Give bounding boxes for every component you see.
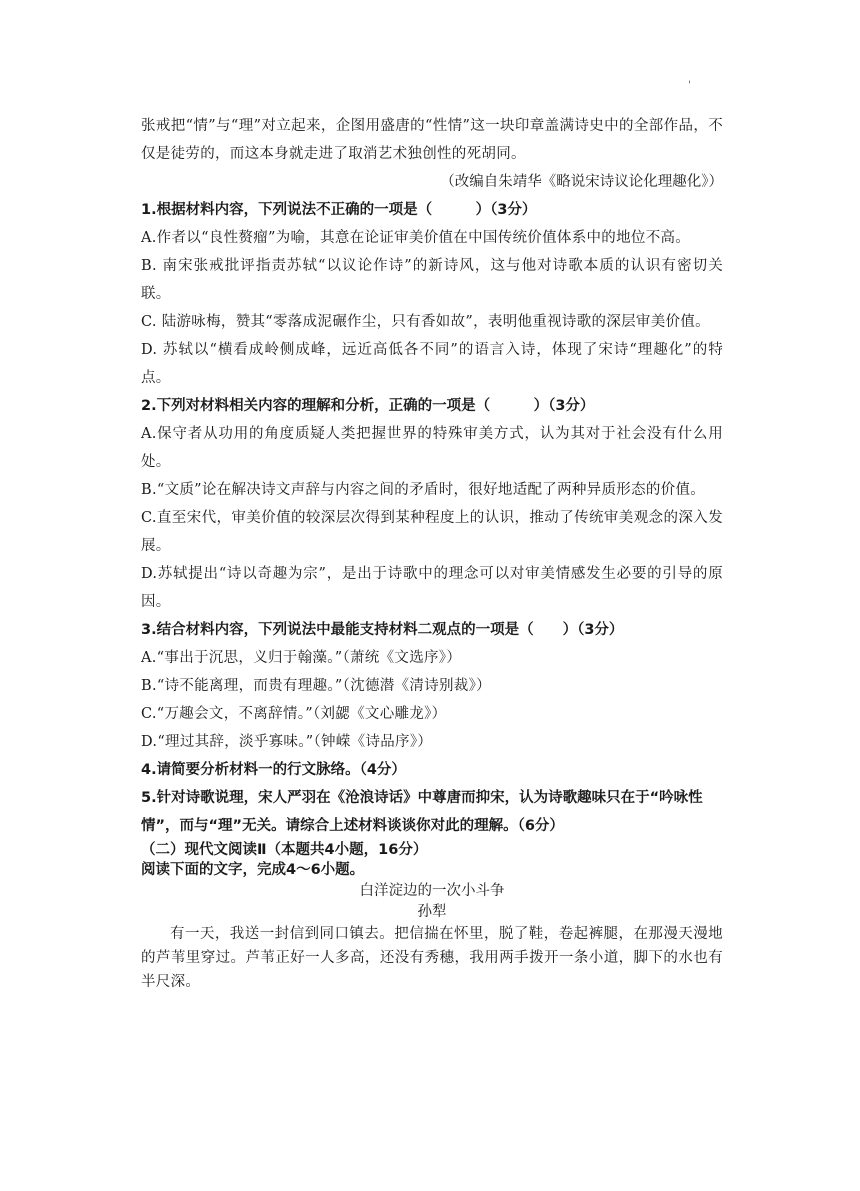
question-stem: 2.下列对材料相关内容的理解和分析，正确的一项是（ ）（3分） (141, 398, 595, 414)
option-c: C. 陆游咏梅，赞其“零落成泥碾作尘，只有香如故”，表明他重视诗歌的深层审美价值。 (141, 314, 710, 330)
question-5: 5.针对诗歌说理，宋人严羽在《沧浪诗话》中尊唐而抑宋，认为诗歌趣味只在于“吟咏性情”，而与“理”无关。请综合上述材料谈谈你对此的理解。（6分） (141, 790, 703, 834)
option-b: B.“诗不能离理，而贵有理趣。”（沈德潜《清诗别裁》） (141, 678, 491, 694)
question-2 (141, 392, 723, 616)
option-a: A.作者以“良性赘瘤”为喻，其意在论证审美价值在中国传统价值体系中的地位不高。 (141, 230, 691, 246)
option-c: C.“万趣会文，不离辞情。”（刘勰《文心雕龙》） (141, 706, 447, 722)
option-a: A.“事出于沉思，义归于翰藻。”（萧统《文选序》） (141, 650, 462, 666)
option-d: D. 苏轼以“横看成岭侧成峰，远近高低各不同”的语言入诗，体现了宋诗“理趣化”的特点。 (141, 342, 723, 386)
section-heading: （二）现代文阅读Ⅱ（本题共4小题，16分） (141, 842, 428, 858)
question-stem: 3.结合材料内容，下列说法中最能支持材料二观点的一项是（ ）（3分） (141, 622, 624, 638)
intro-paragraph: 张戒把“情”与“理”对立起来，企图用盛唐的“性情”这一块印章盖满诗史中的全部作品，不仅是徒劳的，而这本身就走进了取消艺术独创性的死胡同。 (141, 118, 723, 162)
option-d: D.“理过其辞，淡乎寡味。”（钟嵘《诗品序》） (141, 734, 433, 750)
option-a: A.保守者从功用的角度质疑人类把握世界的特殊审美方式，认为其对于社会没有什么用处。 (141, 426, 723, 470)
section-instruction: 阅读下面的文字，完成4～6小题。 (141, 862, 365, 878)
story-author: 孙犁 (417, 904, 447, 920)
option-d: D.苏轼提出“诗以奇趣为宗”，是出于诗歌中的理念可以对审美情感发生必要的引导的原因。 (141, 566, 723, 610)
page-mark: ' (688, 80, 691, 91)
story-paragraph: 有一天，我送一封信到同口镇去。把信揣在怀里，脱了鞋，卷起裤腿，在那漫天漫地的芦苇里穿过。芦苇正好一人多高，还没有秀穗，我用两手拨开一条小道，脚下的水也有半尺深。 (141, 926, 723, 990)
question-1 (141, 196, 723, 392)
document-page (141, 112, 723, 994)
question-4: 4.请简要分析材料一的行文脉络。（4分） (141, 762, 406, 778)
source-citation: （改编自朱靖华《略说宋诗议论化理趣化》） (440, 174, 723, 190)
option-c: C.直至宋代，审美价值的较深层次得到某种程度上的认识，推动了传统审美观念的深入发展。 (141, 510, 723, 554)
question-stem: 1.根据材料内容，下列说法不正确的一项是（ ）（3分） (141, 202, 537, 218)
option-b: B.“文质”论在解决诗文声辞与内容之间的矛盾时，很好地适配了两种异质形态的价值。 (141, 482, 706, 498)
story-title: 白洋淀边的一次小斗争 (359, 883, 505, 899)
question-3 (141, 616, 723, 756)
option-b: B. 南宋张戒批评指责苏轼“以议论作诗”的新诗风，这与他对诗歌本质的认识有密切关联。 (141, 258, 723, 302)
